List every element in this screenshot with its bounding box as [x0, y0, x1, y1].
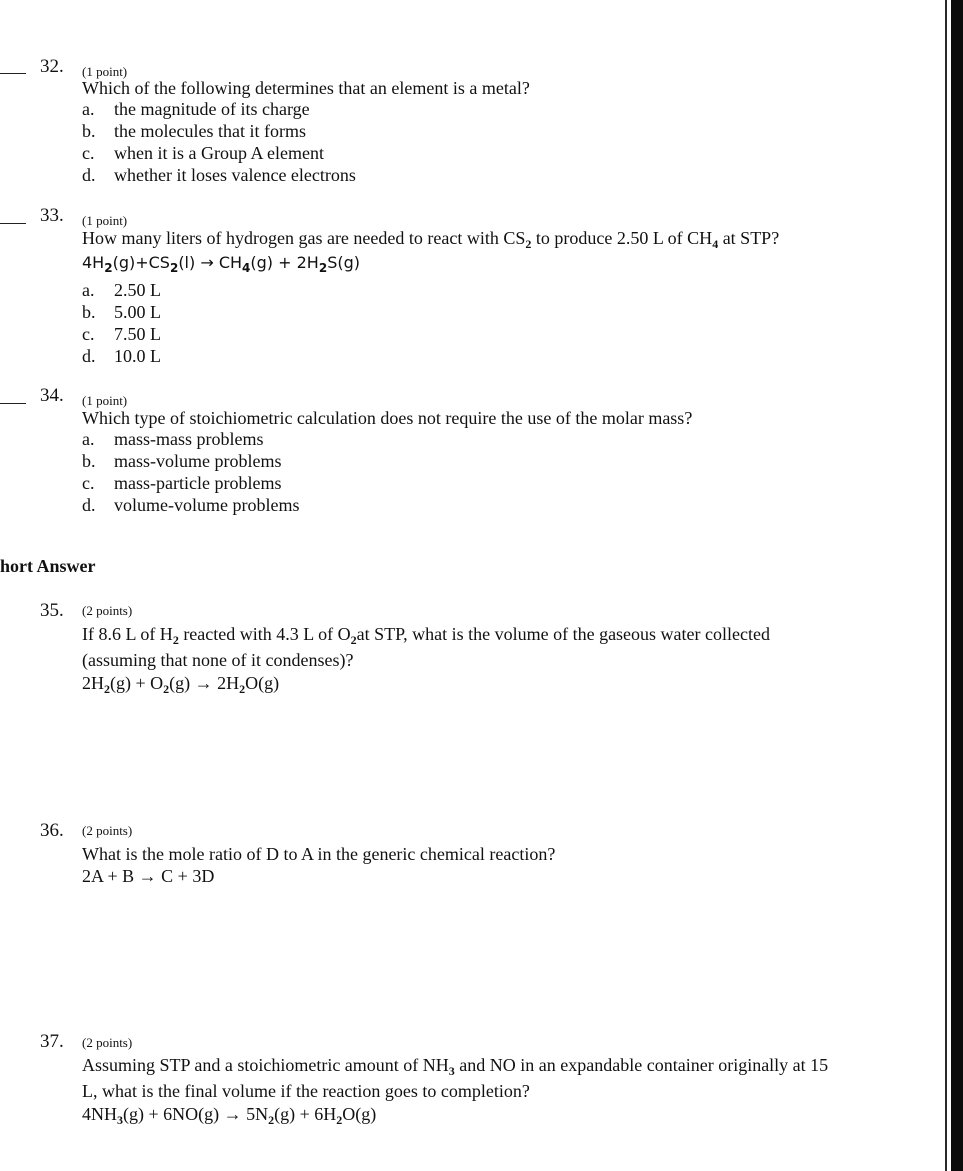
chemical-equation: $4H_2(g)+CS_2(l) \to CH_4(g) + 2H_2S(g)$ [82, 253, 360, 275]
question-number: 32. [40, 56, 64, 77]
option-b[interactable]: b. mass-volume problems [82, 451, 282, 471]
option-d[interactable]: d. whether it loses valence electrons [82, 165, 356, 185]
option-c[interactable]: c. 7.50 L [82, 324, 161, 344]
question-number: 34. [40, 385, 64, 406]
chemical-equation: $2H_2(g) + O_2(g) \to 2H_2O(g)$ [82, 673, 280, 696]
question-points: (1 point) [82, 213, 128, 228]
question-points: (1 point) [82, 64, 128, 79]
question-stem: Assuming STP and a stoichiometric amount of $NH_3$ and NO in an expandable container originally at 15 [82, 1055, 829, 1078]
question-number: 36. [40, 820, 64, 841]
answer-blank[interactable] [0, 73, 26, 74]
question-stem: How many liters of hydrogen gas are needed to react with $CS_2$ to produce 2.50 L of $CH_4$ at STP? [82, 228, 780, 251]
option-b[interactable]: b. 5.00 L [82, 302, 161, 322]
option-d[interactable]: d. 10.0 L [82, 346, 161, 366]
question-points: (2 points) [82, 1035, 133, 1050]
option-c[interactable]: c. when it is a Group A element [82, 143, 324, 163]
option-b[interactable]: b. the molecules that it forms [82, 121, 306, 141]
question-stem-continued: L, what is the final volume if the reaction goes to completion? [82, 1081, 530, 1101]
question-stem: What is the mole ratio of D to A in the generic chemical reaction? [82, 844, 556, 864]
option-a[interactable]: a. mass-mass problems [82, 429, 264, 449]
option-d[interactable]: d. volume-volume problems [82, 495, 300, 515]
option-a[interactable]: a. 2.50 L [82, 280, 161, 300]
question-stem: Which type of stoichiometric calculation does not require the use of the molar mass? [82, 408, 693, 428]
option-c[interactable]: c. mass-particle problems [82, 473, 282, 493]
question-stem: Which of the following determines that an element is a metal? [82, 78, 530, 98]
answer-blank[interactable] [0, 223, 26, 224]
question-stem-continued: (assuming that none of it condenses)? [82, 650, 354, 670]
question-stem: If 8.6 L of $H_2$ reacted with 4.3 L of $O_2at$ STP, what is the volume of the gaseous water collected [82, 624, 770, 647]
question-points: (1 point) [82, 393, 128, 408]
question-points: (2 points) [82, 603, 133, 618]
question-number: 33. [40, 205, 64, 226]
question-number: 35. [40, 600, 64, 621]
question-number: 37. [40, 1031, 64, 1052]
chemical-equation: 2A + B → C + 3D [82, 866, 215, 886]
option-a[interactable]: a. the magnitude of its charge [82, 99, 310, 119]
question-points: (2 points) [82, 823, 133, 838]
page-edge-bar [951, 0, 963, 1171]
section-heading: hort Answer [0, 556, 96, 576]
answer-blank[interactable] [0, 403, 26, 404]
page-edge-line [945, 0, 947, 1171]
chemical-equation: $4NH_3(g) + 6NO(g) \to 5N_2(g) + 6H_2O(g)$ [82, 1104, 377, 1127]
